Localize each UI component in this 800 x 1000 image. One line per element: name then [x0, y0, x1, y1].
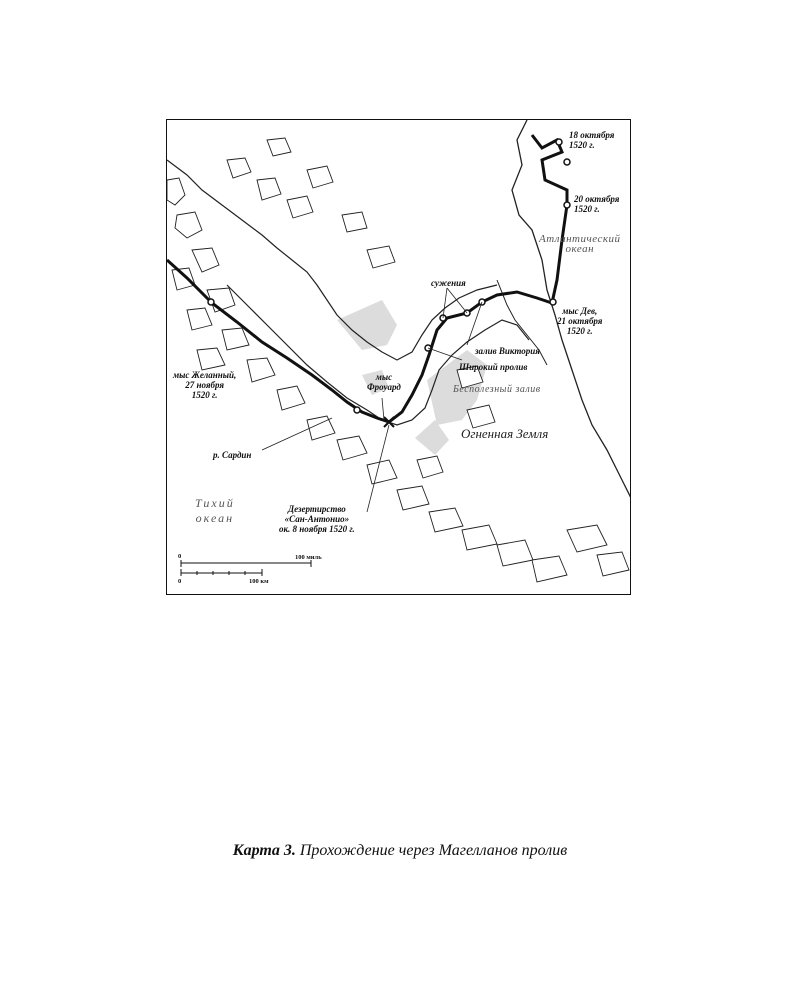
map-frame: [166, 119, 631, 595]
label-wide-strait: Широкий пролив: [459, 362, 528, 372]
waypoint-oct20: [564, 202, 570, 208]
map-svg: [167, 120, 631, 595]
map-caption: [0, 842, 800, 860]
waypoint-froward: [354, 407, 360, 413]
label-atlantic: Атлантический океан: [539, 233, 621, 255]
scale-km-label: 100 км: [249, 578, 269, 585]
label-useless-bay: Бесполезный залив: [453, 384, 541, 395]
caption-lead: Карта 3.: [232, 842, 296, 859]
label-sardine-river: р. Сардин: [213, 450, 252, 460]
waypoint-oct18-b: [556, 139, 562, 145]
scale-miles: [181, 560, 311, 567]
label-cape-desire: мыс Желанный, 27 ноября 1520 г.: [173, 370, 237, 400]
scale-km-zero: 0: [178, 578, 182, 585]
waypoint-oct18-a: [564, 159, 570, 165]
label-victoria-bay: залив Виктория: [475, 346, 540, 356]
label-pacific: Тихий океан: [195, 496, 235, 525]
waypoint-cape-desire: [208, 299, 214, 305]
label-desertion: Дезертирство «Сан-Антонио» ок. 8 ноября 1520 г.: [279, 504, 355, 534]
label-cape-virgins: мыс Дев, 21 октября 1520 г.: [557, 306, 603, 336]
label-oct20: 20 октября 1520 г.: [574, 194, 620, 214]
label-cape-froward: мыс Фроуард: [367, 372, 401, 392]
scale-km: [181, 569, 262, 576]
label-narrows: сужения: [431, 278, 466, 288]
label-tierra-del-fuego: Огненная Земля: [461, 426, 549, 441]
label-oct18: 18 октября 1520 г.: [569, 130, 615, 150]
caption-text: Прохождение через Магелланов пролив: [295, 842, 568, 859]
scale-miles-zero: 0: [178, 553, 182, 560]
waypoint-cape-virgins: [550, 299, 556, 305]
scale-miles-label: 100 миль: [295, 554, 322, 561]
